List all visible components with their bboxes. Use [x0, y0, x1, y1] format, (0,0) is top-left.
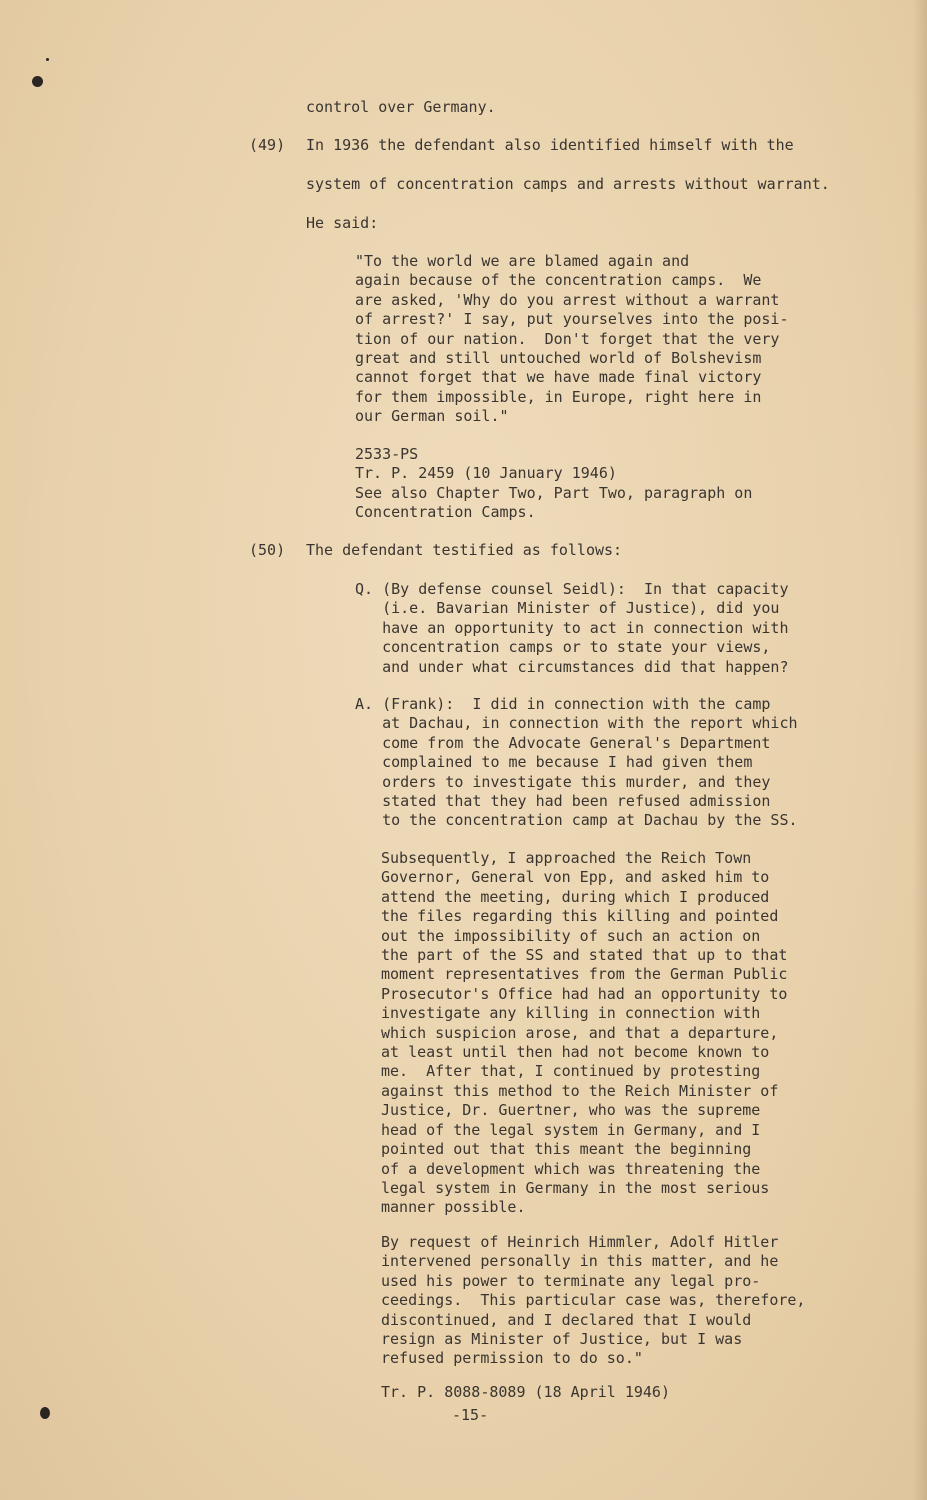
quote-line: again because of the concentration camps. We — [355, 271, 762, 290]
question-line: Q. (By defense counsel Seidl): In that capacity — [355, 580, 789, 598]
citation-50: Tr. P. 8088-8089 (18 April 1946) — [381, 1383, 670, 1401]
answer-line: pointed out that this meant the beginning — [381, 1140, 752, 1159]
answer-line: Prosecutor's Office had had an opportunity to — [381, 984, 788, 1003]
para50-intro: The defendant testified as follows: — [306, 541, 623, 559]
quote-line: "To the world we are blamed again and — [355, 252, 690, 270]
quote-line: great and still untouched world of Bolshevism — [355, 349, 762, 368]
paragraph-number-49: (49) — [249, 136, 286, 154]
answer-line: out the impossibility of such an action on — [381, 926, 761, 945]
answer-line: Governor, General von Epp, and asked him to — [381, 868, 770, 887]
ink-blot — [32, 76, 43, 87]
answer-line: Justice, Dr. Guertner, who was the supreme — [381, 1101, 761, 1120]
citation-line: See also Chapter Two, Part Two, paragraph on — [355, 483, 753, 502]
answer-line: come from the Advocate General's Department — [355, 733, 771, 752]
quote-line: our German soil." — [355, 407, 509, 426]
answer-line: orders to investigate this murder, and they — [355, 772, 771, 791]
intro-line: control over Germany. — [306, 98, 496, 116]
answer-line: which suspicion arose, and that a departure, — [381, 1023, 779, 1042]
para49-line-3: He said: — [306, 214, 379, 232]
answer-line: of a development which was threatening the — [381, 1159, 761, 1178]
answer-line: legal system in Germany in the most serious — [381, 1178, 770, 1197]
citation-line: Concentration Camps. — [355, 503, 536, 522]
question-line: and under what circumstances did that happen? — [355, 657, 789, 676]
answer-line: attend the meeting, during which I produced — [381, 887, 770, 906]
answer-line: intervened personally in this matter, and he — [381, 1252, 779, 1271]
question-line: concentration camps or to state your views, — [355, 638, 771, 657]
answer-line: moment representatives from the German Public — [381, 965, 788, 984]
quote-line: of arrest?' I say, put yourselves into the posi- — [355, 310, 789, 329]
answer-line: refused permission to do so." — [381, 1349, 643, 1368]
question-line: (i.e. Bavarian Minister of Justice), did you — [355, 599, 780, 618]
citation-49 — [355, 445, 752, 523]
frank-quote — [355, 252, 788, 427]
answer-line: resign as Minister of Justice, but I was — [381, 1330, 743, 1349]
answer-line: manner possible. — [381, 1198, 526, 1217]
page-edge-shadow — [913, 0, 927, 1500]
answer-line: head of the legal system in Germany, and I — [381, 1120, 761, 1139]
citation-line: Tr. P. 2459 (10 January 1946) — [355, 464, 617, 483]
answer-line: used his power to terminate any legal pro- — [381, 1271, 761, 1290]
testimony-question — [355, 580, 788, 677]
ink-blot — [40, 1407, 50, 1419]
question-line: have an opportunity to act in connection with — [355, 618, 789, 637]
testimony-answer-continued — [381, 849, 787, 1218]
answer-line: discontinued, and I declared that I would — [381, 1310, 752, 1329]
quote-line: cannot forget that we have made final victory — [355, 368, 762, 387]
para49-line-1: In 1936 the defendant also identified himself with the — [306, 136, 794, 154]
answer-line: By request of Heinrich Himmler, Adolf Hitler — [381, 1233, 779, 1251]
answer-line: stated that they had been refused admission — [355, 792, 771, 811]
answer-line: the files regarding this killing and pointed — [381, 907, 779, 926]
para49-line-2: system of concentration camps and arrests without warrant. — [306, 175, 830, 193]
answer-line: ceedings. This particular case was, therefore, — [381, 1291, 806, 1310]
quote-line: tion of our nation. Don't forget that the very — [355, 329, 780, 348]
paragraph-number-50: (50) — [249, 541, 286, 559]
answer-line: against this method to the Reich Minister of — [381, 1081, 779, 1100]
answer-line: complained to me because I had given them — [355, 753, 753, 772]
ink-dot — [46, 58, 49, 61]
citation-line: 2533-PS — [355, 445, 419, 463]
answer-line: at least until then had not become known to — [381, 1043, 770, 1062]
testimony-answer-final — [381, 1233, 805, 1369]
answer-line: me. After that, I continued by protesting — [381, 1062, 761, 1081]
answer-line: investigate any killing in connection with — [381, 1004, 761, 1023]
quote-line: for them impossible, in Europe, right here in — [355, 387, 762, 406]
page-number: -15- — [452, 1406, 489, 1424]
answer-line: the part of the SS and stated that up to that — [381, 946, 788, 965]
answer-line: at Dachau, in connection with the report which — [355, 714, 798, 733]
answer-line: Subsequently, I approached the Reich Town — [381, 849, 752, 867]
answer-line: to the concentration camp at Dachau by the SS. — [355, 811, 798, 830]
quote-line: are asked, 'Why do you arrest without a warrant — [355, 290, 780, 309]
answer-line: A. (Frank): I did in connection with the camp — [355, 695, 771, 713]
testimony-answer — [355, 695, 798, 831]
